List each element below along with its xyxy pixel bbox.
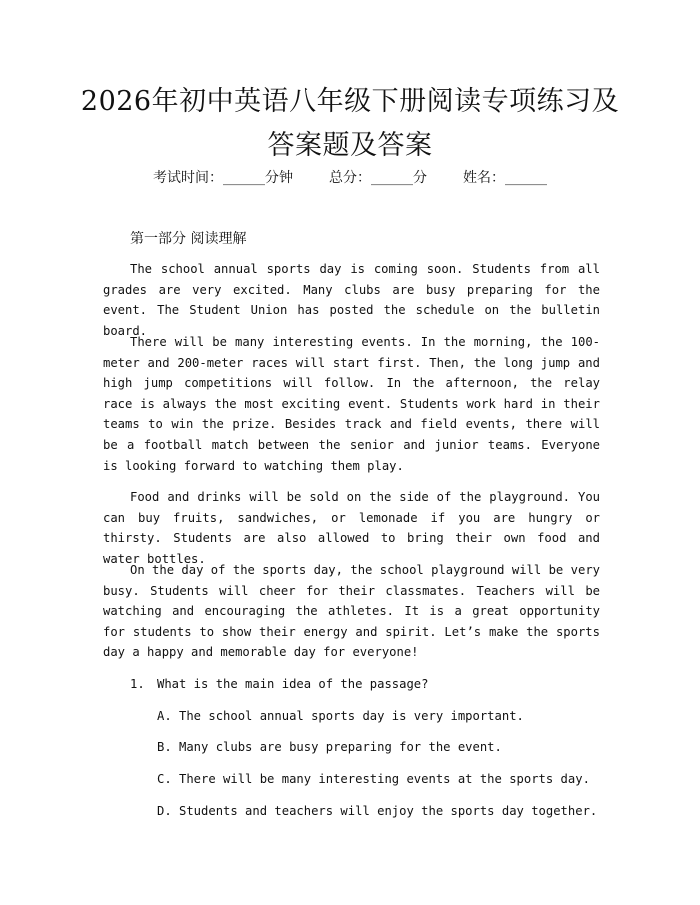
title-line-2: 答案题及答案 (267, 130, 433, 161)
score-blank: ______ (371, 170, 413, 186)
name-label: 姓名： (463, 170, 505, 186)
option-c: C. There will be many interesting events at the sports day. (157, 772, 590, 786)
paragraph-2: There will be many interesting events. In the morning, the 100-meter and 200-meter races will start first. Then, the long jump and high jump competitions will follow. In the afternoon, the relay race is always the most exciting event. Students work hard in their teams to win the prize. Besides track and field events, there will be a football match between the senior and junior teams. Everyone is looking forward to watching them play. (103, 335, 600, 473)
question-text: What is the main idea of the passage? (157, 677, 429, 691)
title-line-1: 2026年初中英语八年级下册阅读专项练习及 (80, 86, 620, 117)
question-1 (130, 674, 600, 694)
time-blank: ______ (223, 170, 265, 186)
name-blank: ______ (505, 170, 547, 186)
exam-info-line (0, 169, 700, 187)
section-title: 第一部分 阅读理解 (130, 231, 247, 247)
time-unit: 分钟 (265, 170, 293, 186)
score-unit: 分 (413, 170, 427, 186)
paragraph-4: On the day of the sports day, the school playground will be very busy. Students will cheer for their classmates. Teachers will be watching and encouraging the athletes. It is a great opportunity for students to show their energy and spirit. Let’s make the sports day a happy and memorable day for everyone! (103, 563, 600, 660)
document-title (60, 80, 640, 168)
question-number: 1. (130, 677, 145, 691)
paragraph-3: Food and drinks will be sold on the side of the playground. You can buy fruits, sandwiches, or lemonade if you are hungry or thirsty. Students are also allowed to bring their own food and water bottles. (103, 490, 600, 566)
option-a: A. The school annual sports day is very important. (157, 709, 524, 723)
option-b: B. Many clubs are busy preparing for the event. (157, 740, 502, 754)
paragraph-1: The school annual sports day is coming soon. Students from all grades are very excited. Many clubs are busy preparing for the event. The Student Union has posted the schedule on the bulletin board. (103, 262, 600, 338)
option-d: D. Students and teachers will enjoy the sports day together. (157, 804, 598, 818)
time-label: 考试时间： (153, 170, 223, 186)
score-label: 总分： (329, 170, 371, 186)
